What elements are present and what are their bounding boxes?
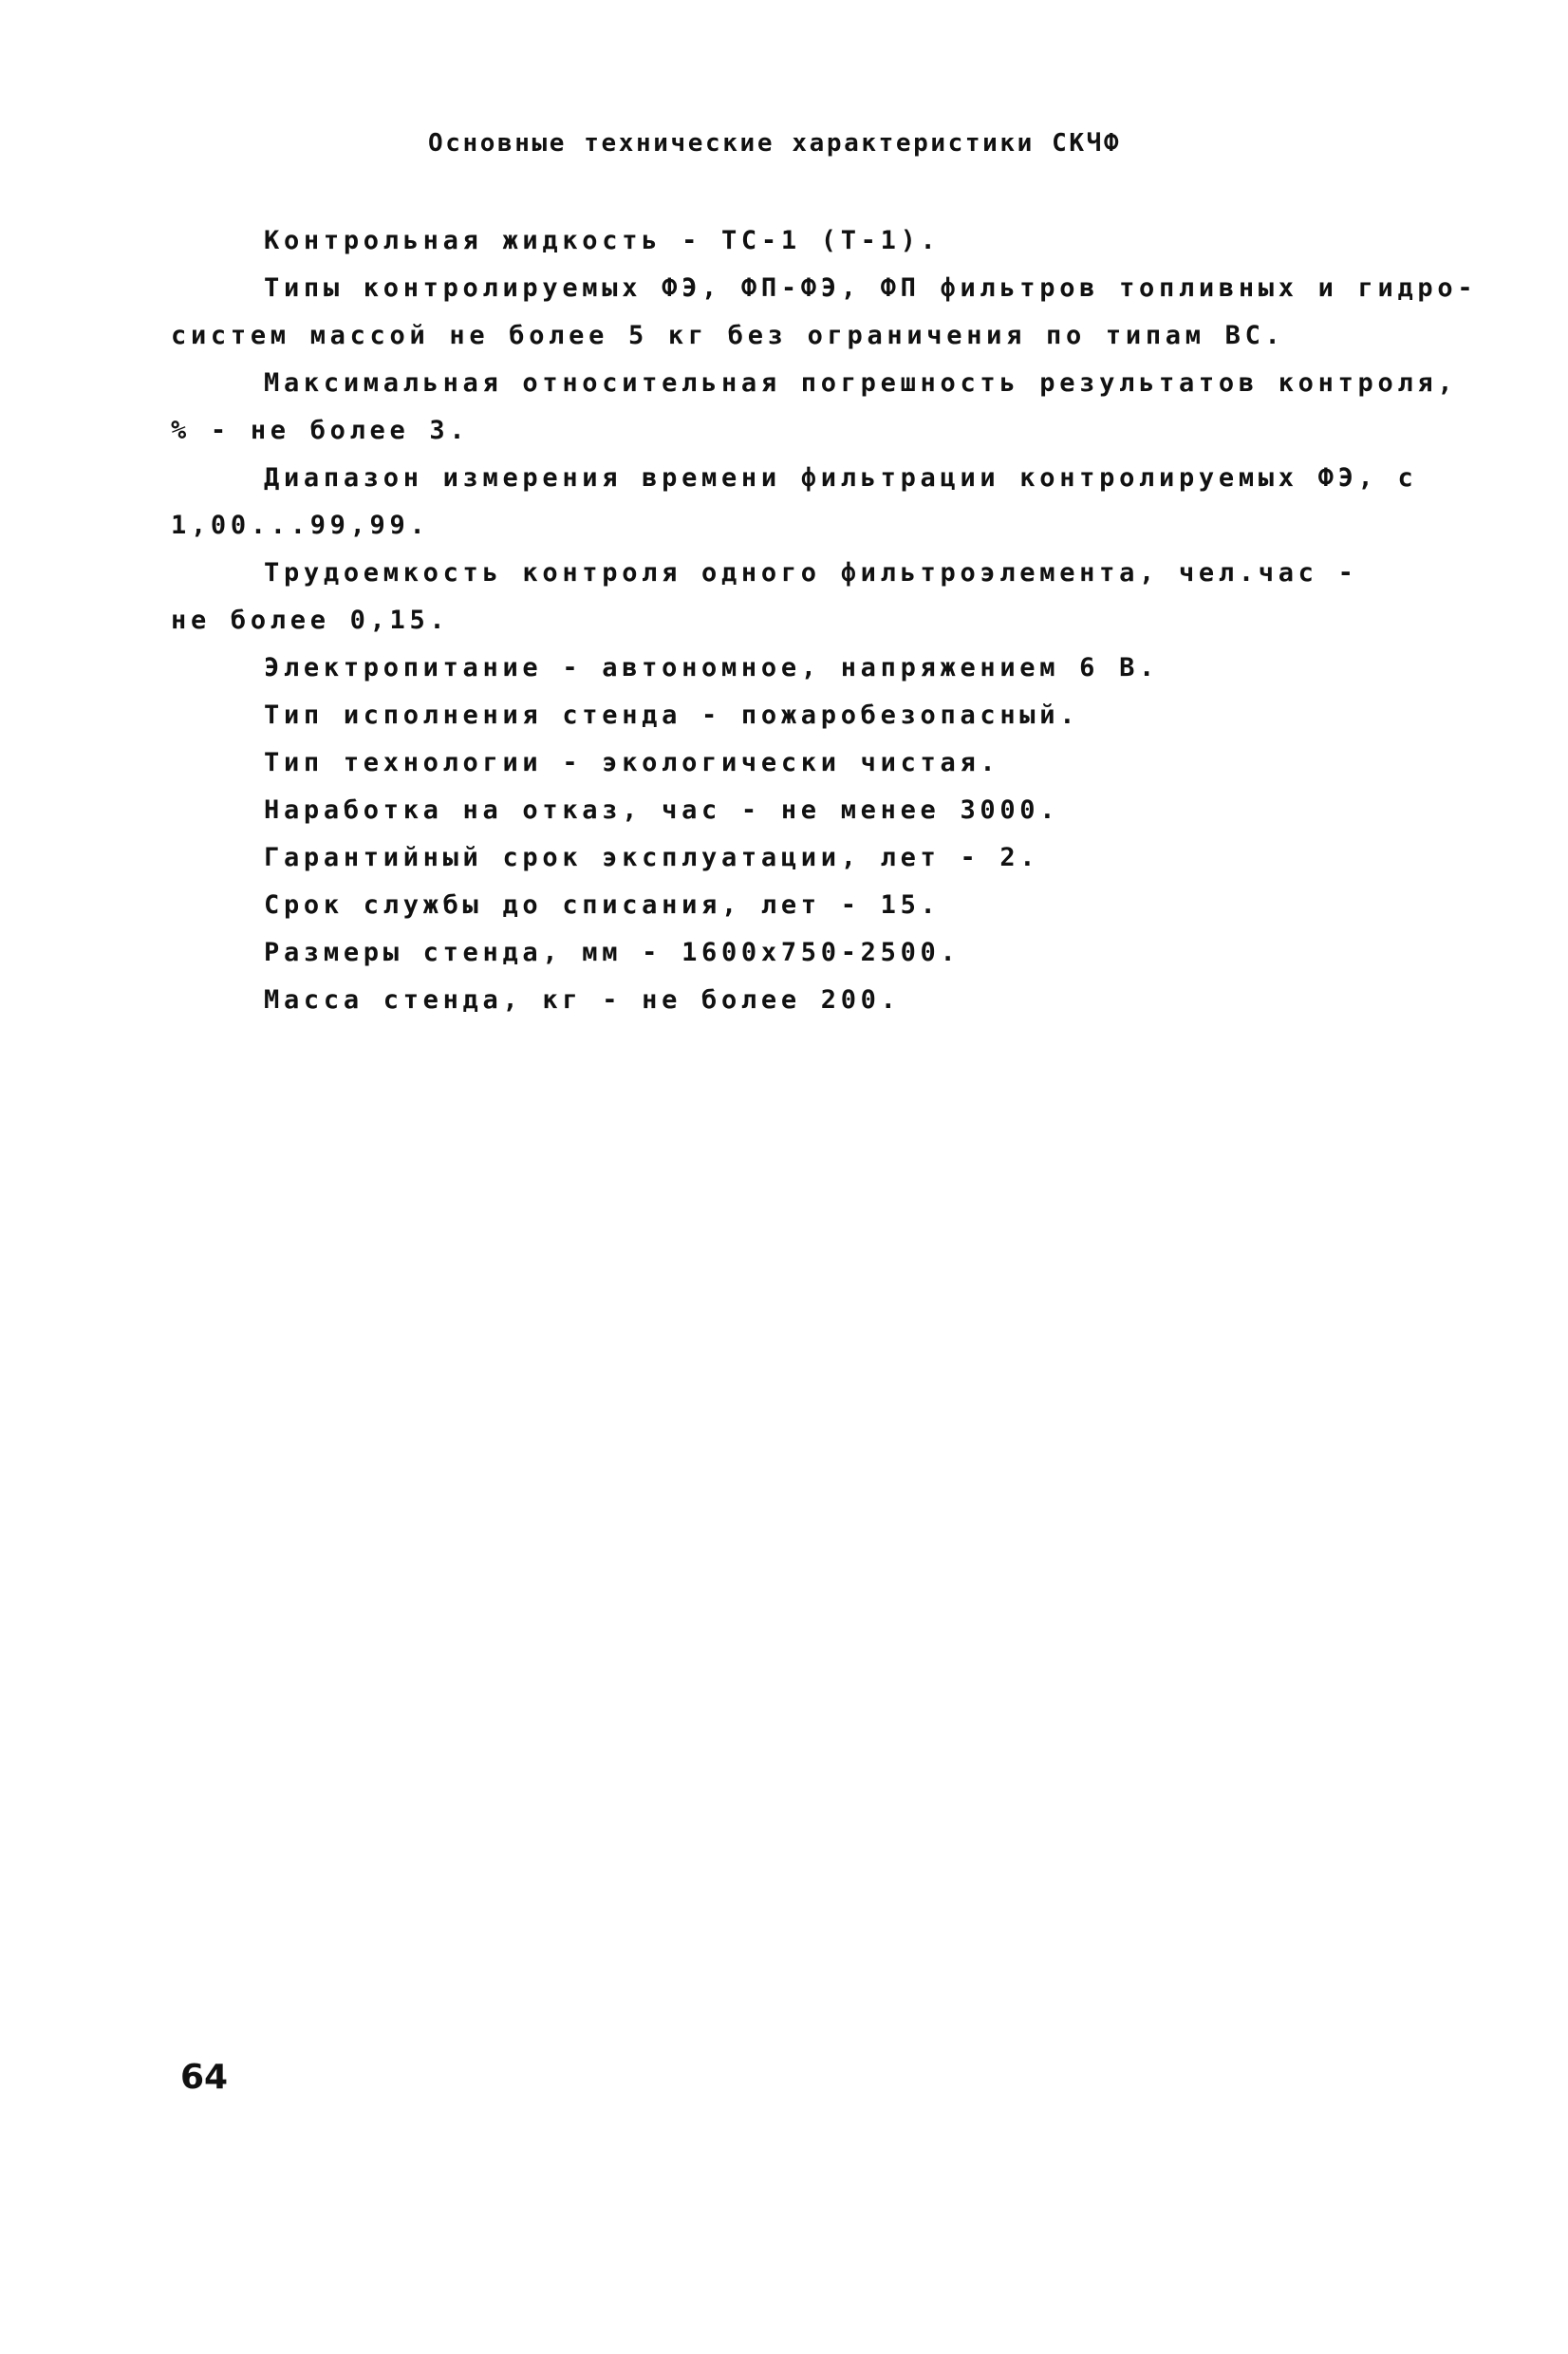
spec-warranty: Гарантийный срок эксплуатации, лет - 2. bbox=[264, 843, 1040, 872]
spec-technology: Тип технологии - экологически чистая. bbox=[264, 748, 1000, 777]
spec-mass: Масса стенда, кг - не более 200. bbox=[264, 985, 901, 1015]
spec-design: Тип исполнения стенда - пожаробезопасный. bbox=[264, 701, 1080, 730]
spec-max-error-cont: % - не более 3. bbox=[171, 416, 470, 445]
spec-dimensions: Размеры стенда, мм - 1600х750-2500. bbox=[264, 938, 961, 967]
spec-fluid: Контрольная жидкость - ТС-1 (Т-1). bbox=[264, 226, 941, 255]
spec-service-life: Срок службы до списания, лет - 15. bbox=[264, 890, 941, 920]
spec-filter-types-cont: систем массой не более 5 кг без ограничения по типам ВС. bbox=[171, 321, 1285, 350]
page-number: 64 bbox=[180, 2058, 229, 2097]
spec-mtbf: Наработка на отказ, час - не менее 3000. bbox=[264, 795, 1060, 825]
spec-labor: Трудоемкость контроля одного фильтроэлемента, чел.час - bbox=[264, 558, 1358, 588]
spec-time-range: Диапазон измерения времени фильтрации контролируемых ФЭ, с bbox=[264, 463, 1418, 493]
document-title: Основные технические характеристики СКЧФ bbox=[428, 129, 1122, 158]
spec-max-error: Максимальная относительная погрешность результатов контроля, bbox=[264, 368, 1458, 398]
spec-time-range-cont: 1,00...99,99. bbox=[171, 511, 430, 540]
spec-labor-cont: не более 0,15. bbox=[171, 606, 450, 635]
spec-power: Электропитание - автономное, напряжением 6 В. bbox=[264, 653, 1159, 682]
spec-filter-types: Типы контролируемых ФЭ, ФП-ФЭ, ФП фильтров топливных и гидро- bbox=[264, 273, 1478, 303]
